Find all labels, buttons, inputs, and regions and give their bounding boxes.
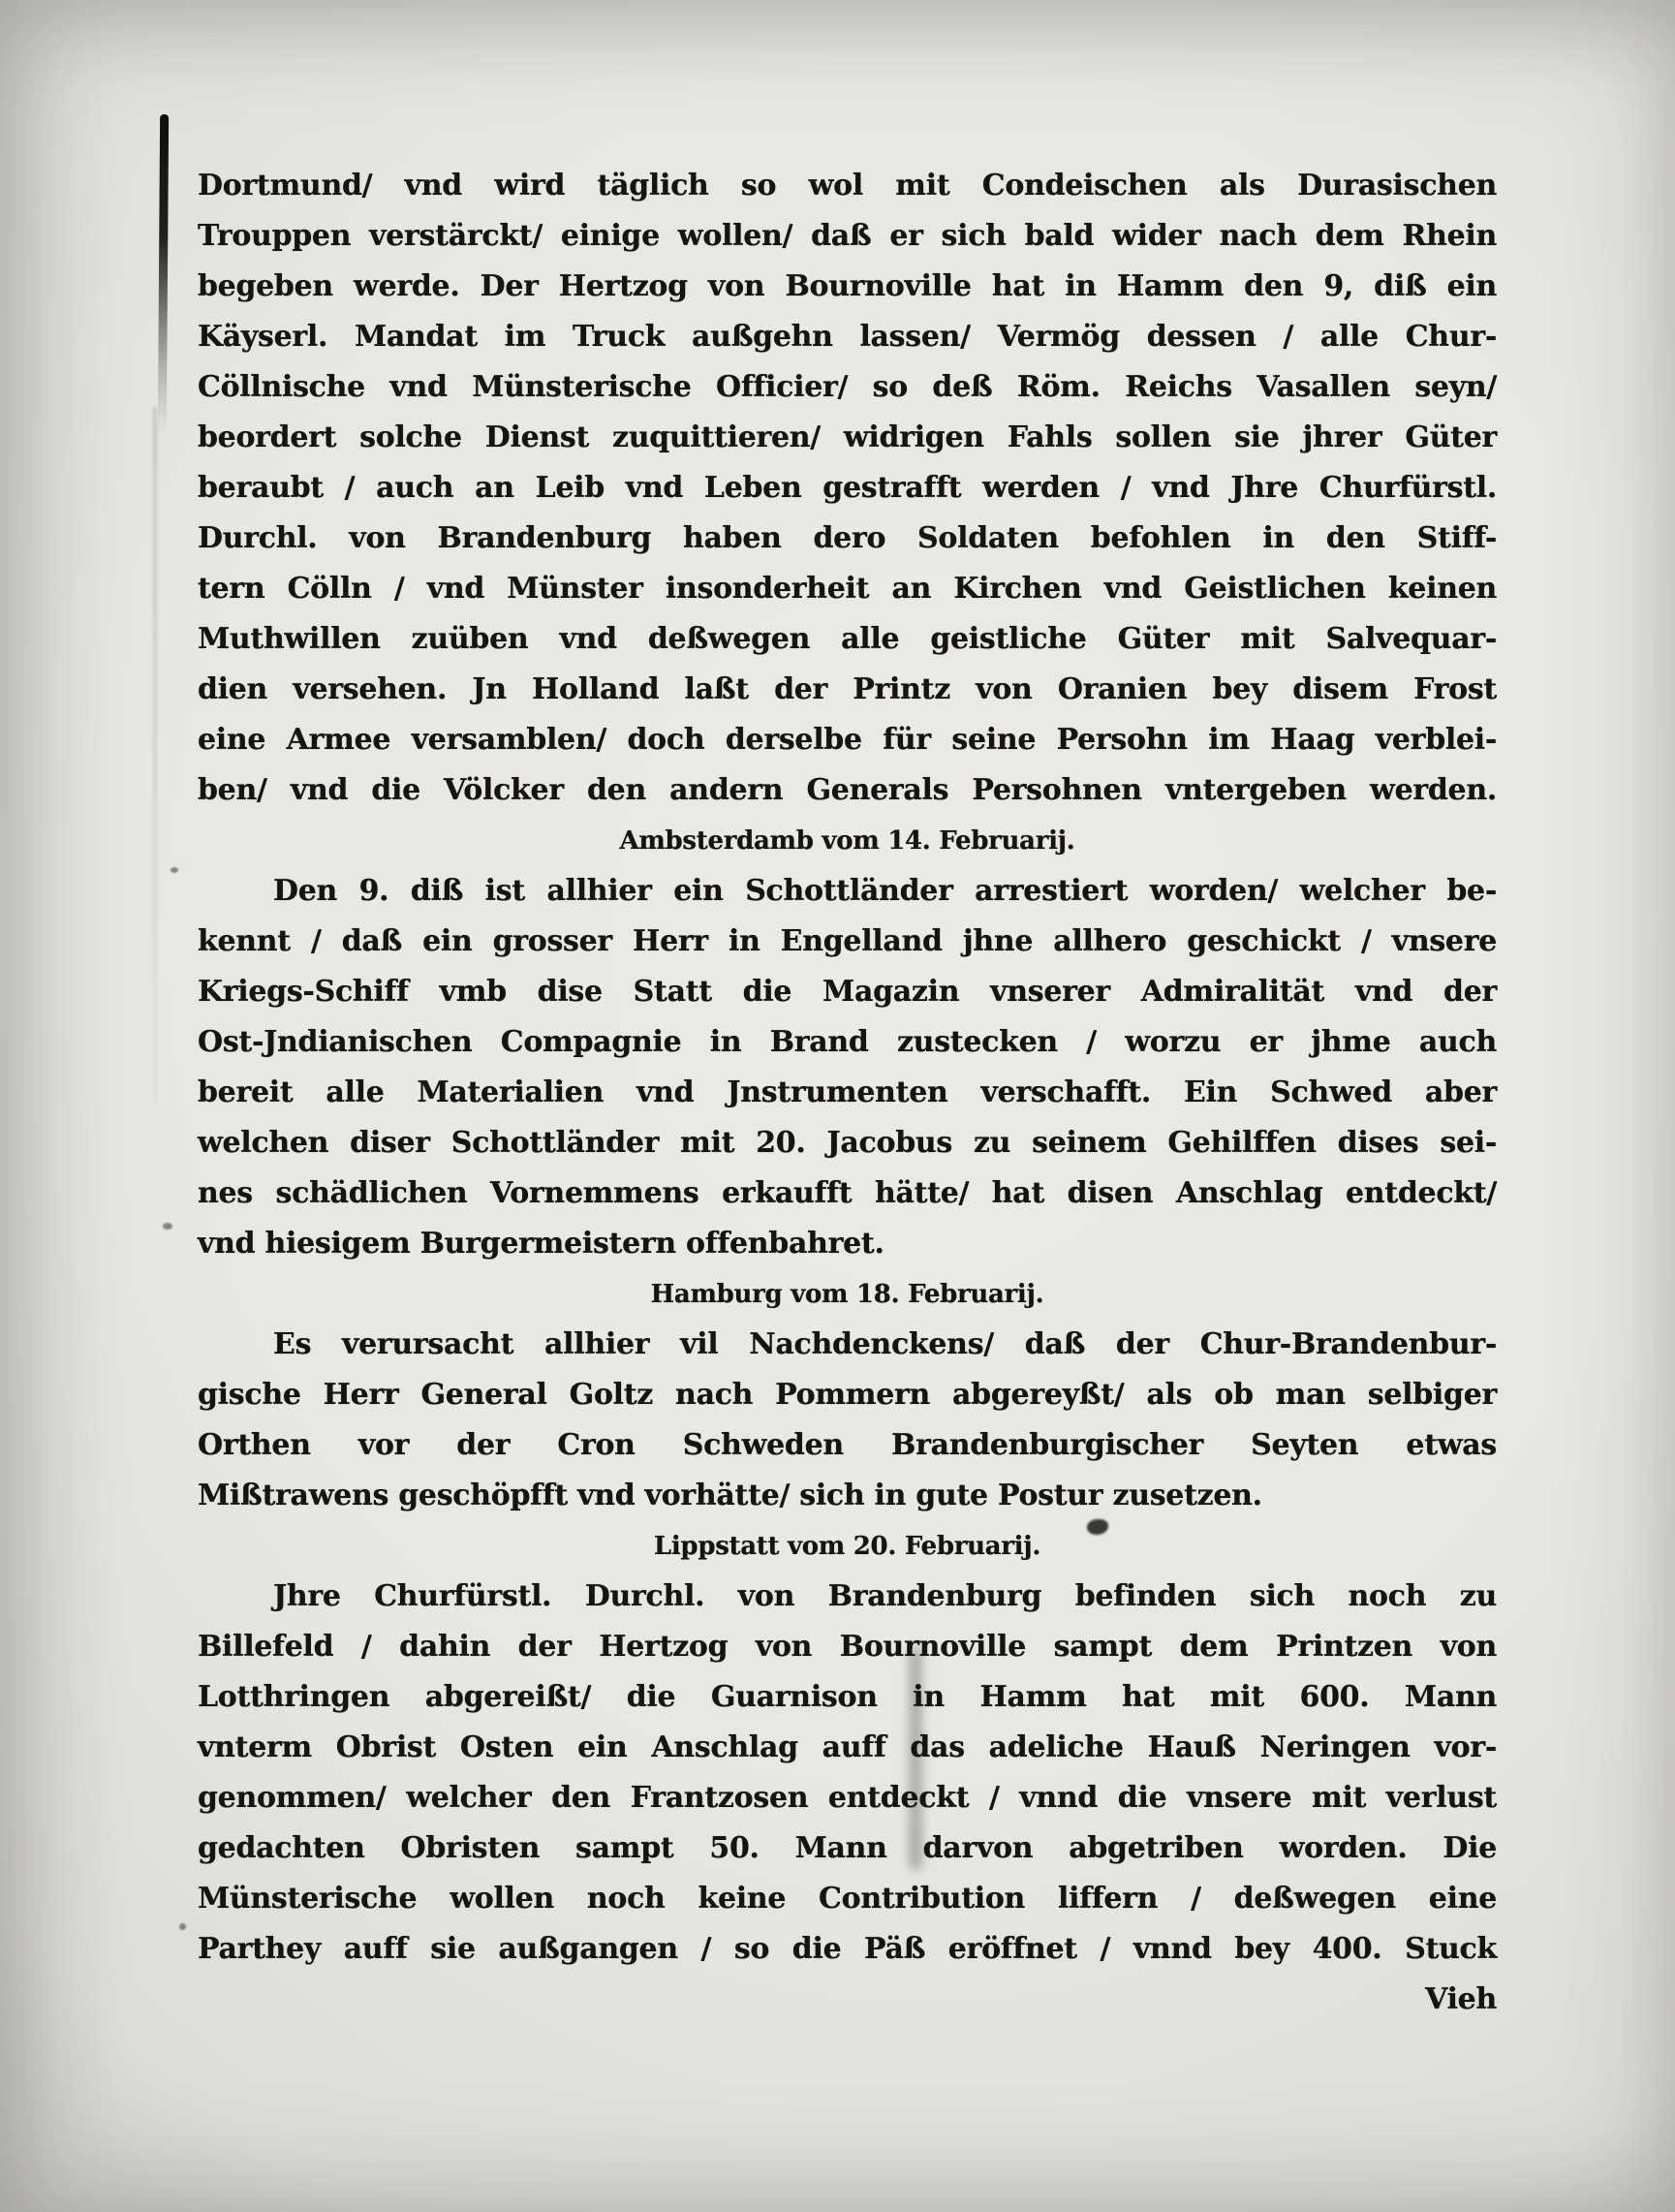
text-line: Cöllnische vnd Münsterische Officier/ so deß Röm. Reichs Vasallen seyn/	[198, 370, 1497, 404]
section-heading: Hamburg vom 18. Februarij.	[650, 1280, 1044, 1309]
text-line: beordert solche Dienst zuquittieren/ widrigen Fahls sollen sie jhrer Güter	[198, 421, 1497, 454]
text-line: begeben werde. Der Hertzog von Bournoville hat in Hamm den 9, diß ein	[198, 269, 1497, 303]
ink-smudge-top-left	[158, 114, 169, 434]
text-line: eine Armee versamblen/ doch derselbe für seine Persohn im Haag verblei-	[198, 723, 1497, 757]
text-line: Käyserl. Mandat im Truck außgehn lassen/ Vermög dessen / alle Chur-	[198, 320, 1497, 354]
text-line: Kriegs-Schiff vmb dise Statt die Magazin vnserer Admiralität vnd der	[198, 975, 1497, 1009]
text-line: vnd hiesigem Burgermeistern offenbahret.	[198, 1227, 884, 1261]
text-line: genommen/ welcher den Frantzosen entdeckt / vnnd die vnsere mit verlust	[198, 1781, 1497, 1815]
paper-speck	[171, 867, 178, 873]
paper-speck	[179, 1923, 186, 1930]
text-line: Parthey auff sie außgangen / so die Päß eröffnet / vnnd bey 400. Stuck	[198, 1932, 1497, 1966]
text-line: tern Cölln / vnd Münster insonderheit an Kirchen vnd Geistlichen keinen	[198, 572, 1497, 606]
text-line: Trouppen verstärckt/ einige wollen/ daß er sich bald wider nach dem Rhein	[198, 219, 1497, 253]
section-heading: Lippstatt vom 20. Februarij.	[653, 1532, 1041, 1561]
text-line: beraubt / auch an Leib vnd Leben gestrafft werden / vnd Jhre Churfürstl.	[198, 471, 1497, 505]
text-line: nes schädlichen Vornemmens erkaufft hätte/ hat disen Anschlag entdeckt/	[198, 1176, 1497, 1210]
text-line: Lotthringen abgereißt/ die Guarnison in Hamm hat mit 600. Mann	[198, 1680, 1497, 1714]
text-line: Muthwillen zuüben vnd deßwegen alle geistliche Güter mit Salvequar-	[198, 622, 1497, 656]
text-line: gische Herr General Goltz nach Pommern abgereyßt/ als ob man selbiger	[198, 1378, 1497, 1412]
text-block	[198, 161, 1497, 2025]
text-line: Durchl. von Brandenburg haben dero Soldaten befohlen in den Stiff-	[198, 521, 1497, 555]
text-line: vnterm Obrist Osten ein Anschlag auff das adeliche Hauß Neringen vor-	[198, 1730, 1497, 1764]
text-line: ben/ vnd die Völcker den andern Generals Persohnen vntergeben werden.	[198, 773, 1497, 807]
paper-speck	[163, 1223, 172, 1230]
text-line: Ost-Jndianischen Compagnie in Brand zustecken / worzu er jhme auch	[198, 1025, 1497, 1059]
text-line: Mißtrawens geschöpfft vnd vorhätte/ sich in gute Postur zusetzen.	[198, 1479, 1262, 1512]
catchword: Vieh	[1425, 1982, 1497, 2016]
text-line: Jhre Churfürstl. Durchl. von Brandenburg befinden sich noch zu	[273, 1579, 1497, 1613]
text-line: gedachten Obristen sampt 50. Mann darvon abgetriben worden. Die	[198, 1831, 1497, 1865]
section-heading: Ambsterdamb vom 14. Februarij.	[619, 826, 1075, 856]
text-line: Münsterische wollen noch keine Contribution liffern / deßwegen eine	[198, 1882, 1497, 1916]
text-line: Orthen vor der Cron Schweden Brandenburgischer Seyten etwas	[198, 1428, 1497, 1462]
text-line: dien versehen. Jn Holland laßt der Printz von Oranien bey disem Frost	[198, 672, 1497, 706]
text-line: bereit alle Materialien vnd Jnstrumenten verschafft. Ein Schwed aber	[198, 1075, 1497, 1109]
text-line: Dortmund/ vnd wird täglich so wol mit Condeischen als Durasischen	[198, 169, 1497, 203]
text-line: kennt / daß ein grosser Herr in Engelland jhne allhero geschickt / vnsere	[198, 924, 1497, 958]
paper-crease	[153, 407, 157, 1105]
text-line: Billefeld / dahin der Hertzog von Bournoville sampt dem Printzen von	[198, 1630, 1497, 1664]
text-line: Es verursacht allhier vil Nachdenckens/ daß der Chur-Brandenbur-	[273, 1327, 1497, 1361]
text-line: Den 9. diß ist allhier ein Schottländer arrestiert worden/ welcher be-	[273, 874, 1497, 908]
text-line: welchen diser Schottländer mit 20. Jacobus zu seinem Gehilffen dises sei-	[198, 1126, 1497, 1160]
